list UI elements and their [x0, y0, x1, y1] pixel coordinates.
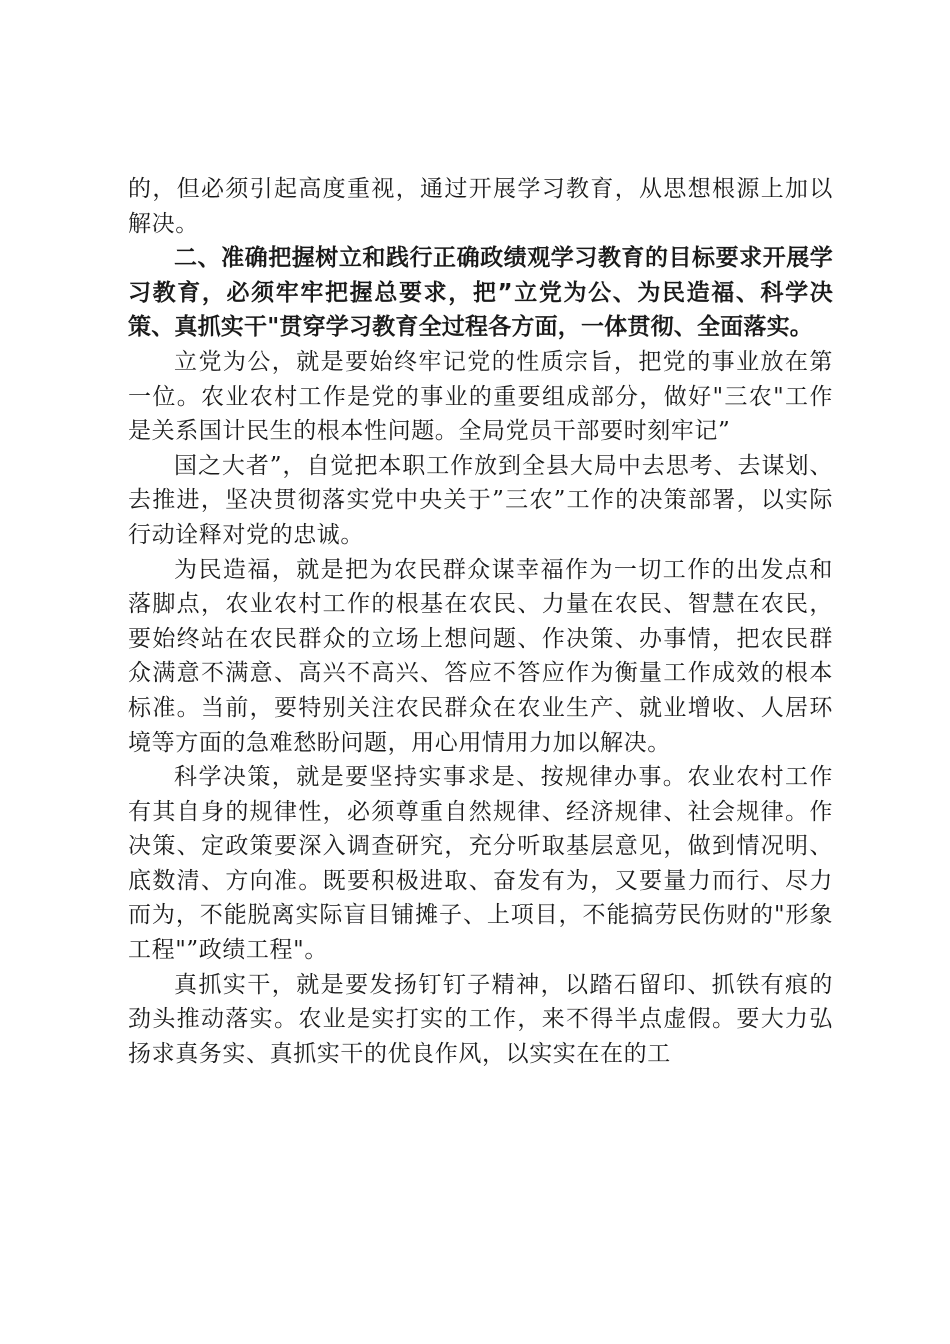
- paragraph-solid-work: 真抓实干，就是要发扬钉钉子精神，以踏石留印、抓铁有痕的劲头推动落实。农业是实打实的工作，来不得半点虚假。要大力弘扬求真务实、真抓实干的优良作风，以实实在在的工: [128, 971, 833, 1067]
- section-heading-paragraph: 二、准确把握树立和践行正确政绩观学习教育的目标要求开展学习教育，必须牢牢把握总要求，把”立党为公、为民造福、科学决策、真抓实干"贯穿学习教育全过程各方面，一体贯彻、全面落实。: [128, 245, 833, 341]
- document-body: [128, 172, 833, 1071]
- paragraph-continuation: 的，但必须引起高度重视，通过开展学习教育，从思想根源上加以解决。: [128, 176, 833, 237]
- paragraph-party-for-public: 立党为公，就是要始终牢记党的性质宗旨，把党的事业放在第一位。农业农村工作是党的事业的重要组成部分，做好"三农"工作是关系国计民生的根本性问题。全局党员干部要时刻牢记”: [128, 348, 833, 445]
- paragraph-scientific-decision: 科学决策，就是要坚持实事求是、按规律办事。农业农村工作有其自身的规律性，必须尊重自然规律、经济规律、社会规律。作决策、定政策要深入调查研究，充分听取基层意见，做到情况明、底数清、方向准。既要积极进取、奋发有为，又要量力而行、尽力而为，不能脱离实际盲目铺摊子、上项目，不能搞劳民伤财的"形象工程"”政绩工程"。: [128, 764, 833, 964]
- paragraph-national-priorities: 国之大者”，自觉把本职工作放到全县大局中去思考、去谋划、去推进，坚决贯彻落实党中央关于”三农”工作的决策部署，以实际行动诠释对党的忠诚。: [128, 452, 833, 548]
- paragraph-benefit-people: 为民造福，就是把为农民群众谋幸福作为一切工作的出发点和落脚点，农业农村工作的根基在农民、力量在农民、智慧在农民，要始终站在农民群众的立场上想问题、作决策、办事情，把农民群众满意不满意、高兴不高兴、答应不答应作为衡量工作成效的根本标准。当前，要特别关注农民群众在农业生产、就业增收、人居环境等方面的急难愁盼问题，用心用情用力加以解决。: [128, 556, 833, 756]
